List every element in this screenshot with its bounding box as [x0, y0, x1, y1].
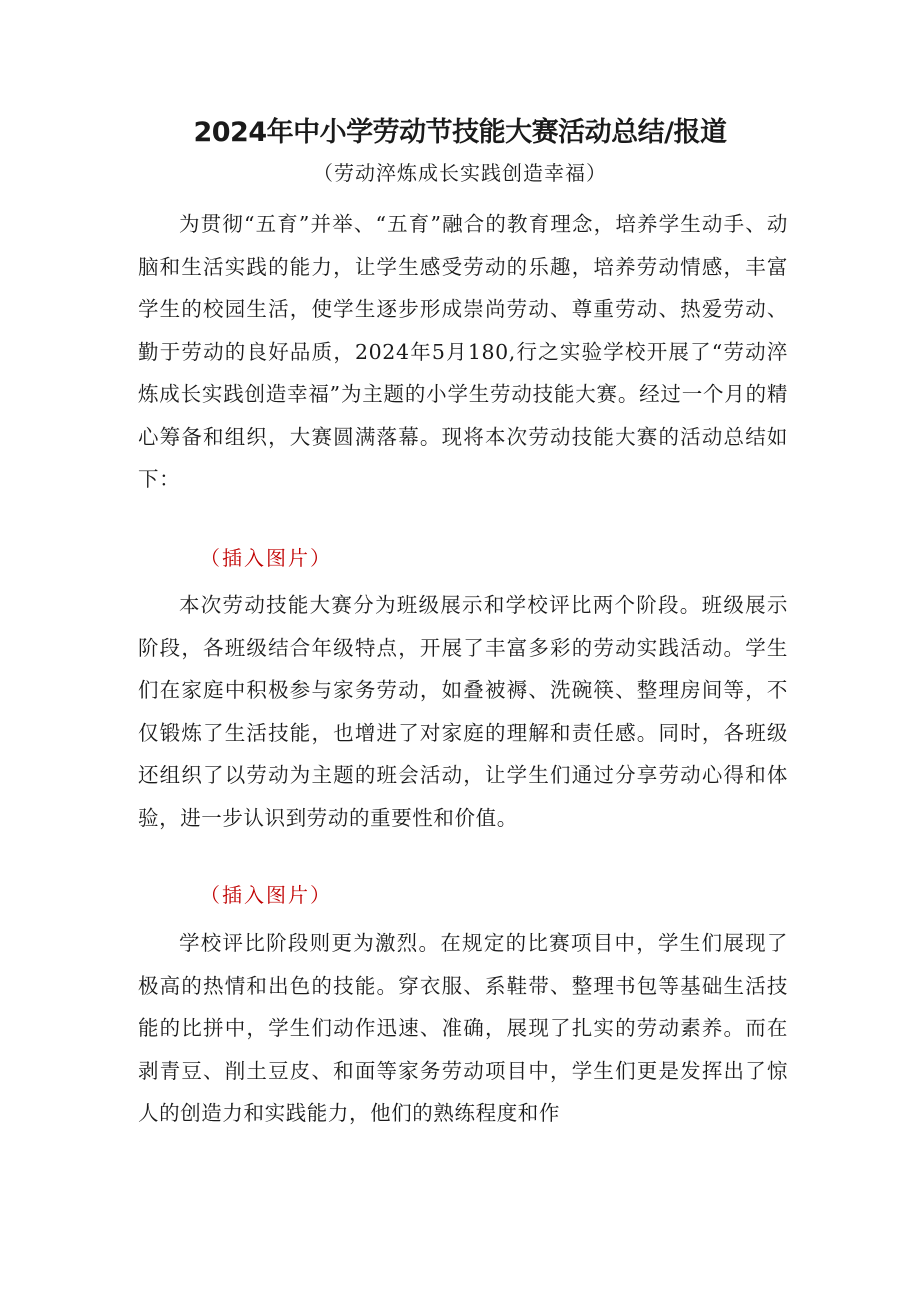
paragraph-school-stage: 学校评比阶段则更为激烈。在规定的比赛项目中，学生们展现了极高的热情和出色的技能。穿衣服、系鞋带、整理书包等基础生活技能的比拼中，学生们动作迅速、准确，展现了扎实的劳动素养。而在剥青豆、削土豆皮、和面等家务劳动项目中，学生们更是发挥出了惊人的创造力和实践能力，他们的熟练程度和作 [138, 931, 788, 1125]
image-placeholder-1: （插入图片） [200, 546, 332, 570]
image-placeholder-2: （插入图片） [200, 883, 332, 907]
paragraph-intro: 为贯彻“五育”并举、“五育”融合的教育理念，培养学生动手、动脑和生活实践的能力，让学生感受劳动的乐趣，培养劳动情感，丰富学生的校园生活，使学生逐步形成崇尚劳动、尊重劳动、热爱劳动、勤于劳动的良好品质，2024年5月180,行之实验学校开展了“劳动淬炼成长实践创造幸福”为主题的小学生劳动技能大赛。经过一个月的精心筹备和组织，大赛圆满落幕。现将本次劳动技能大赛的活动总结如下： [138, 212, 788, 491]
document-title: 2024年中小学劳动节技能大赛活动总结/报道 [193, 117, 727, 148]
document-subtitle: （劳动淬炼成长实践创造幸福） [313, 161, 607, 185]
paragraph-class-stage: 本次劳动技能大赛分为班级展示和学校评比两个阶段。班级展示阶段，各班级结合年级特点，开展了丰富多彩的劳动实践活动。学生们在家庭中积极参与家务劳动，如叠被褥、洗碗筷、整理房间等，不仅锻炼了生活技能，也增进了对家庭的理解和责任感。同时，各班级还组织了以劳动为主题的班会活动，让学生们通过分享劳动心得和体验，进一步认识到劳动的重要性和价值。 [138, 593, 788, 830]
